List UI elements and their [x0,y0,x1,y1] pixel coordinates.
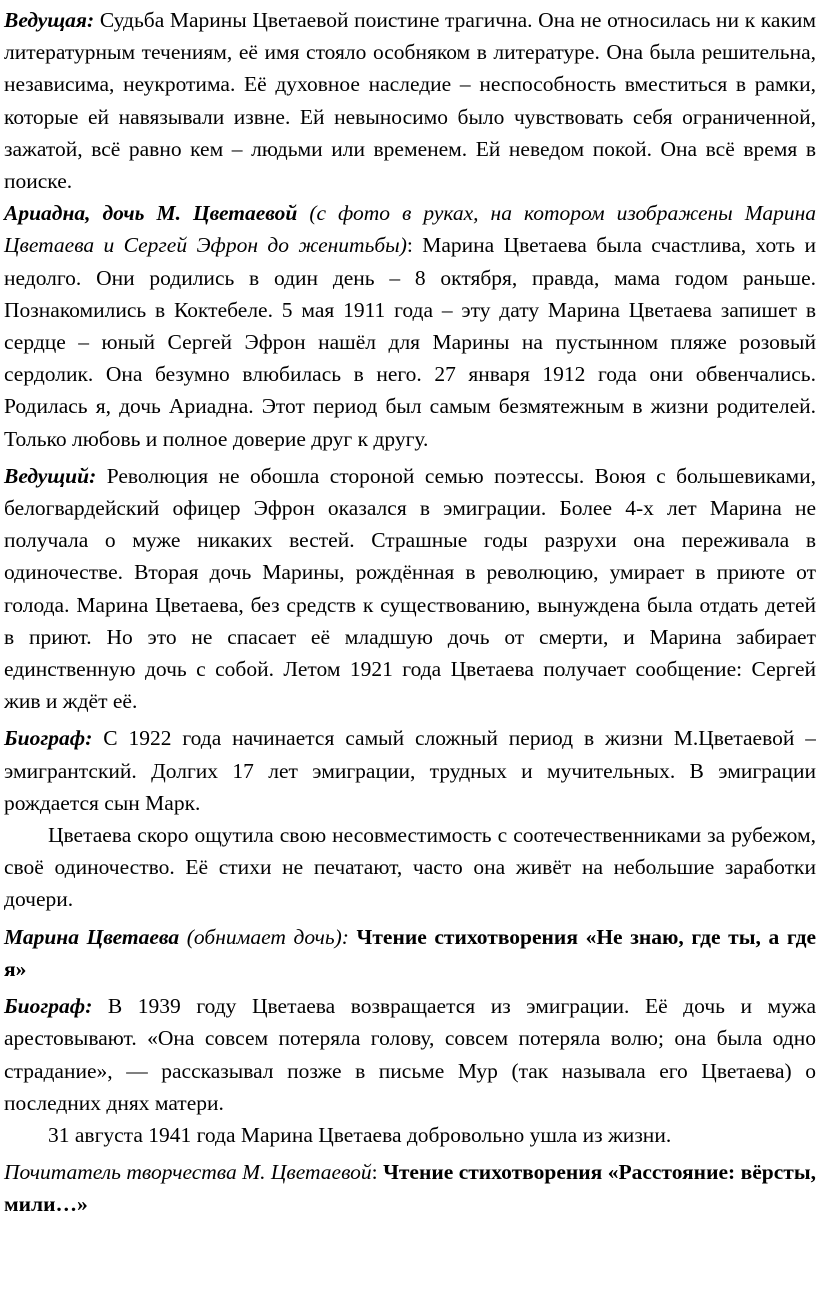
paragraph-text: С 1922 года начинается самый сложный период в жизни М.Цветаевой – эмигрантский. Долгих 17 лет эмиграции, трудных и мучительных. В эмиграции рождается сын Марк. [4,726,816,815]
paragraph-text: 31 августа 1941 года Марина Цветаева добровольно ушла из жизни. [48,1122,672,1147]
paragraph-text: В 1939 году Цветаева возвращается из эмиграции. Её дочь и мужа арестовывают. «Она совсем потеряла голову, совсем потеряла волю; она была одно страдание», — рассказывал позже в письме Мур (так называла его Цветаева) о последних днях матери. [4,994,816,1115]
paragraph-host-revolution [4,460,816,718]
poem-reading-label: Чтение стихотворения «Расстояние: вёрсты, мили…» [4,1160,816,1217]
paragraph-text: Цветаева скоро ощутила свою несовместимость с соотечественниками за рубежом, своё одиночество. Её стихи не печатают, часто она живёт на небольшие заработки дочери. [4,823,816,912]
speaker-label: Марина Цветаева [4,924,180,949]
paragraph-admirer-reading [4,1156,816,1220]
speaker-label: Ведущий: [4,463,97,488]
paragraph-ariadna [4,197,816,455]
stage-direction: (обнимает дочь): [179,924,349,949]
paragraph-death-date [4,1119,816,1151]
poem-reading-label: Чтение стихотворения «Не знаю, где ты, а где я» [4,924,816,981]
speaker-label: Биограф: [4,726,93,751]
paragraph-loneliness [4,819,816,916]
speaker-label: Биограф: [4,994,93,1019]
speaker-label: Ариадна, дочь М. Цветаевой [4,201,298,226]
speaker-label: Ведущая: [4,8,95,32]
paragraph-text: Революция не обошла стороной семью поэтессы. Воюя с большевиками, белогвардейский офицер Эфрон оказался в эмиграции. Более 4-х лет Марина не получала о муже никаких вестей. Страшные годы разрухи она переживала в одиночестве. Вторая дочь Марины, рождённая в революцию, умирает в приюте от голода. Марина Цветаева, без средств к существованию, вынуждена была отдать детей в приют. Но это не спасает её младшую дочь от смерти, и Марина забирает единственную дочь с собой. Летом 1921 года Цветаева получает сообщение: Сергей жив и ждёт её. [4,463,816,714]
paragraph-text: Судьба Марины Цветаевой поистине трагична. Она не относилась ни к каким литературным течениям, её имя стояло особняком в литературе. Она была решительна, независима, неукротима. Её духовное наследие – неспособность вместиться в рамки, которые ей навязывали извне. Ей невыносимо было чувствовать себя ограниченной, зажатой, всё равно кем – людьми или временем. Ей неведом покой. Она всё время в поиске. [4,8,816,194]
paragraph-text: : Марина Цветаева была счастлива, хоть и недолго. Они родились в один день – 8 октября, правда, мама годом раньше. Познакомились в Коктебеле. 5 мая 1911 года – эту дату Марина Цветаева запишет в сердце – юный Сергей Эфрон нашёл для Марины на пустынном пляже розовый сердолик. Она безумно влюбилась в него. 27 января 1912 года они обвенчались. Родилась я, дочь Ариадна. Этот период был самым безмятежным в жизни родителей. Только любовь и полное доверие друг к другу. [4,233,816,451]
paragraph-marina-reading [4,921,816,985]
paragraph-biographer-return [4,990,816,1119]
paragraph-text: : [371,1160,384,1185]
stage-direction: Почитатель творчества М. Цветаевой [4,1160,372,1185]
stage-direction: (с фото в руках, на котором изображены Марина Цветаева и Сергей Эфрон до женитьбы) [4,201,816,258]
paragraph-biographer-emigration [4,722,816,819]
paragraph-host-intro [4,4,816,197]
